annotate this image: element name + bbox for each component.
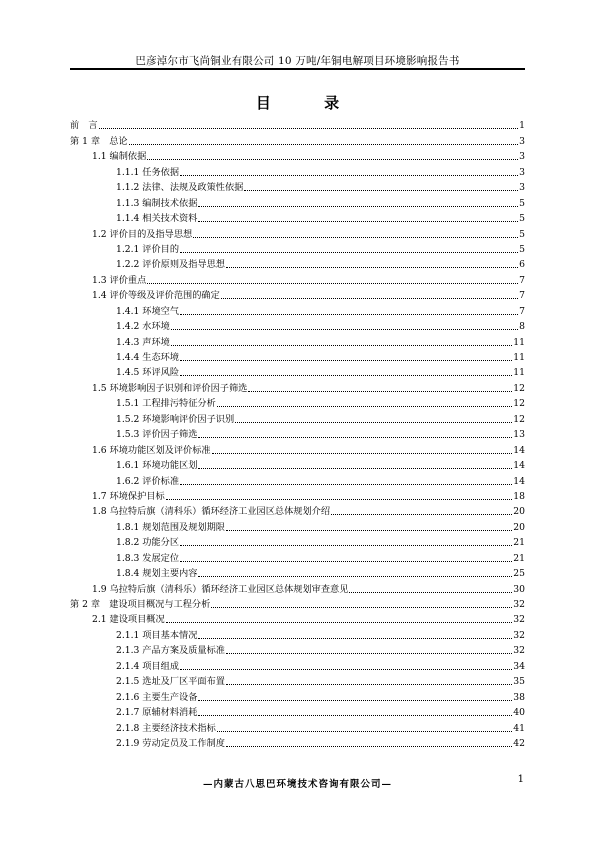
toc-entry-page: 41 bbox=[513, 722, 525, 734]
toc-entry-title: 1.2 评价目的及指导思想 bbox=[92, 228, 193, 240]
toc-entry[interactable] bbox=[70, 241, 525, 256]
toc-entry-page: 14 bbox=[513, 475, 525, 487]
toc-entry-page: 35 bbox=[513, 676, 525, 688]
toc-entry[interactable] bbox=[70, 132, 525, 147]
toc-entry-title: 第 1 章 总论 bbox=[70, 135, 128, 147]
toc-dot-leader bbox=[226, 746, 512, 747]
toc-entry-page: 34 bbox=[513, 660, 525, 672]
toc-entry[interactable] bbox=[70, 349, 525, 364]
toc-entry-title: 1.7 环境保护目标 bbox=[92, 490, 165, 502]
toc-entry[interactable] bbox=[70, 704, 525, 719]
toc-entry-page: 12 bbox=[513, 398, 525, 410]
toc-entry-title: 1.5.3 评价因子筛选 bbox=[116, 429, 198, 441]
toc-dot-leader bbox=[180, 669, 512, 670]
toc-entry[interactable] bbox=[70, 179, 525, 194]
toc-dot-leader bbox=[180, 561, 512, 562]
toc-entry-page: 3 bbox=[519, 151, 525, 163]
toc-entry-title: 1.4.5 环评风险 bbox=[116, 367, 180, 379]
toc-entry-title: 2.1.8 主要经济技术指标 bbox=[116, 722, 216, 734]
toc-entry-page: 30 bbox=[513, 583, 525, 595]
toc-dot-leader bbox=[193, 237, 518, 238]
toc-entry[interactable] bbox=[70, 657, 525, 672]
toc-entry[interactable] bbox=[70, 549, 525, 564]
toc-entry[interactable] bbox=[70, 287, 525, 302]
toc-dot-leader bbox=[171, 329, 518, 330]
toc-entry-page: 32 bbox=[513, 599, 525, 610]
running-header: 巴彦淖尔市飞尚铜业有限公司 10 万吨/年铜电解项目环境影响报告书 bbox=[135, 55, 460, 67]
toc-entry[interactable] bbox=[70, 426, 525, 441]
toc-dot-leader bbox=[180, 175, 518, 176]
toc-entry[interactable] bbox=[70, 194, 525, 209]
toc-entry[interactable] bbox=[70, 534, 525, 549]
toc-entry-title: 1.5.1 工程排污特征分析 bbox=[116, 398, 216, 410]
toc-dot-leader bbox=[198, 576, 512, 577]
page-number: 1 bbox=[517, 774, 524, 785]
toc-entry[interactable] bbox=[70, 302, 525, 317]
toc-title: 目 录 bbox=[255, 94, 364, 112]
toc-dot-leader bbox=[235, 422, 512, 423]
toc-entry-page: 11 bbox=[513, 367, 525, 379]
toc-entry[interactable] bbox=[70, 565, 525, 580]
toc-dot-leader bbox=[198, 437, 512, 438]
toc-entry-title: 1.8 乌拉特后旗（清科乐）循环经济工业园区总体规划介绍 bbox=[92, 506, 331, 518]
toc-entry-page: 5 bbox=[519, 243, 525, 255]
toc-dot-leader bbox=[180, 375, 512, 376]
toc-entry-page: 7 bbox=[519, 305, 525, 317]
toc-dot-leader bbox=[180, 484, 512, 485]
toc-entry[interactable] bbox=[70, 379, 525, 394]
toc-entry-title: 1.6.2 评价标准 bbox=[116, 475, 180, 487]
toc-entry-title: 1.2.1 评价目的 bbox=[116, 243, 180, 255]
toc-entry-page: 25 bbox=[513, 568, 525, 580]
toc-entry-page: 42 bbox=[513, 737, 525, 749]
toc-entry[interactable] bbox=[70, 271, 525, 286]
toc-entry[interactable] bbox=[70, 318, 525, 333]
table-of-contents bbox=[70, 117, 525, 750]
toc-entry-page: 11 bbox=[513, 336, 525, 348]
toc-entry-page: 32 bbox=[513, 645, 525, 657]
toc-entry[interactable] bbox=[70, 735, 525, 750]
toc-dot-leader bbox=[349, 592, 512, 593]
toc-entry-page: 7 bbox=[519, 290, 525, 302]
toc-entry[interactable] bbox=[70, 642, 525, 657]
toc-entry-title: 2.1.7 原辅材料消耗 bbox=[116, 707, 198, 719]
toc-entry[interactable] bbox=[70, 256, 525, 271]
toc-entry-page: 21 bbox=[513, 537, 525, 549]
toc-entry[interactable] bbox=[70, 688, 525, 703]
toc-entry[interactable] bbox=[70, 673, 525, 688]
toc-dot-leader bbox=[198, 700, 512, 701]
toc-dot-leader bbox=[166, 499, 513, 500]
toc-entry-page: 38 bbox=[513, 691, 525, 703]
toc-entry[interactable] bbox=[70, 117, 525, 132]
footer-company: —内蒙古八思巴环境技术咨询有限公司— bbox=[202, 779, 392, 790]
toc-dot-leader bbox=[248, 391, 512, 392]
toc-entry-page: 14 bbox=[513, 460, 525, 472]
toc-entry-page: 5 bbox=[519, 228, 525, 240]
toc-entry-page: 18 bbox=[513, 490, 525, 502]
toc-dot-leader bbox=[211, 607, 512, 608]
toc-entry-title: 前 言 bbox=[70, 120, 98, 132]
toc-dot-leader bbox=[129, 144, 519, 145]
toc-entry-page: 3 bbox=[519, 135, 525, 147]
toc-entry-page: 20 bbox=[513, 506, 525, 518]
toc-entry-page: 12 bbox=[513, 382, 525, 394]
toc-entry-title: 1.5 环境影响因子识别和评价因子筛选 bbox=[92, 382, 248, 394]
toc-entry-title: 1.9 乌拉特后旗（清科乐）循环经济工业园区总体规划审查意见 bbox=[92, 583, 349, 595]
toc-dot-leader bbox=[180, 314, 518, 315]
toc-entry-title: 1.1.1 任务依据 bbox=[116, 166, 180, 178]
toc-dot-leader bbox=[226, 530, 512, 531]
toc-dot-leader bbox=[226, 684, 512, 685]
toc-entry-title: 1.1.4 相关技术资料 bbox=[116, 213, 198, 225]
toc-entry[interactable] bbox=[70, 410, 525, 425]
toc-entry-title: 1.8.1 规划范围及规划期限 bbox=[116, 521, 225, 533]
toc-entry-title: 2.1.5 选址及厂区平面布置 bbox=[116, 676, 225, 688]
toc-entry-title: 2.1.6 主要生产设备 bbox=[116, 691, 198, 703]
toc-dot-leader bbox=[226, 267, 518, 268]
toc-entry-title: 1.8.3 发展定位 bbox=[116, 552, 180, 564]
toc-dot-leader bbox=[99, 128, 519, 129]
toc-entry[interactable] bbox=[70, 611, 525, 626]
toc-dot-leader bbox=[244, 190, 518, 191]
toc-entry-page: 11 bbox=[513, 352, 525, 363]
toc-dot-leader bbox=[198, 715, 512, 716]
toc-dot-leader bbox=[217, 731, 512, 732]
toc-entry-title: 1.6.1 环境功能区划 bbox=[116, 460, 198, 472]
toc-entry-page: 3 bbox=[519, 166, 525, 178]
toc-entry-title: 1.3 评价重点 bbox=[92, 274, 147, 286]
toc-entry-page: 40 bbox=[513, 707, 525, 719]
toc-entry-title: 1.1 编制依据 bbox=[92, 151, 147, 163]
toc-entry[interactable] bbox=[70, 488, 525, 503]
toc-entry-title: 1.4.3 声环境 bbox=[116, 336, 170, 348]
toc-entry-page: 1 bbox=[519, 120, 525, 132]
toc-entry-title: 2.1.1 项目基本情况 bbox=[116, 629, 198, 641]
toc-entry[interactable] bbox=[70, 148, 525, 163]
toc-dot-leader bbox=[147, 283, 518, 284]
toc-entry[interactable] bbox=[70, 596, 525, 611]
toc-dot-leader bbox=[147, 159, 518, 160]
toc-entry[interactable] bbox=[70, 503, 525, 518]
toc-dot-leader bbox=[198, 206, 518, 207]
toc-entry[interactable] bbox=[70, 518, 525, 533]
toc-entry-title: 1.6 环境功能区划及评价标准 bbox=[92, 444, 211, 456]
toc-entry-title: 第 2 章 建设项目概况与工程分析 bbox=[70, 599, 211, 610]
toc-entry[interactable] bbox=[70, 395, 525, 410]
toc-dot-leader bbox=[171, 345, 512, 346]
toc-entry-page: 32 bbox=[513, 629, 525, 641]
toc-entry-page: 20 bbox=[513, 521, 525, 533]
toc-entry-title: 1.5.2 环境影响评价因子识别 bbox=[116, 413, 235, 425]
toc-entry[interactable] bbox=[70, 364, 525, 379]
toc-entry[interactable] bbox=[70, 225, 525, 240]
toc-dot-leader bbox=[198, 638, 512, 639]
toc-entry-page: 12 bbox=[513, 413, 525, 425]
toc-entry-title: 1.2.2 评价原则及指导思想 bbox=[116, 259, 225, 271]
toc-dot-leader bbox=[226, 653, 512, 654]
toc-entry[interactable] bbox=[70, 163, 525, 178]
toc-dot-leader bbox=[180, 360, 512, 361]
toc-dot-leader bbox=[166, 622, 513, 623]
toc-entry-title: 2.1.4 项目组成 bbox=[116, 660, 180, 672]
toc-entry-title: 1.1.2 法律、法规及政策性依据 bbox=[116, 182, 244, 194]
header-rule bbox=[70, 68, 525, 70]
toc-entry[interactable] bbox=[70, 441, 525, 456]
toc-entry-title: 1.4.4 生态环境 bbox=[116, 352, 180, 363]
toc-entry[interactable] bbox=[70, 333, 525, 348]
toc-dot-leader bbox=[180, 545, 512, 546]
toc-entry[interactable] bbox=[70, 626, 525, 641]
toc-dot-leader bbox=[331, 514, 512, 515]
toc-entry-page: 3 bbox=[519, 182, 525, 194]
toc-dot-leader bbox=[217, 406, 512, 407]
toc-entry[interactable] bbox=[70, 210, 525, 225]
toc-entry-page: 32 bbox=[513, 614, 525, 626]
toc-entry[interactable] bbox=[70, 457, 525, 472]
toc-entry-page: 7 bbox=[519, 274, 525, 286]
toc-entry-title: 1.8.2 功能分区 bbox=[116, 537, 180, 549]
toc-entry[interactable] bbox=[70, 719, 525, 734]
toc-dot-leader bbox=[198, 468, 512, 469]
toc-entry-title: 1.4 评价等级及评价范围的确定 bbox=[92, 290, 220, 302]
toc-entry-page: 5 bbox=[519, 213, 525, 225]
toc-entry[interactable] bbox=[70, 580, 525, 595]
toc-dot-leader bbox=[212, 453, 513, 454]
toc-entry-title: 2.1.9 劳动定员及工作制度 bbox=[116, 737, 225, 749]
toc-dot-leader bbox=[198, 221, 518, 222]
toc-entry-title: 1.4.1 环境空气 bbox=[116, 305, 180, 317]
toc-entry-page: 21 bbox=[513, 552, 525, 564]
toc-entry-page: 13 bbox=[513, 429, 525, 441]
toc-entry-title: 2.1 建设项目概况 bbox=[92, 614, 165, 626]
toc-entry-page: 5 bbox=[519, 197, 525, 209]
toc-entry-title: 1.8.4 规划主要内容 bbox=[116, 568, 198, 580]
toc-entry-page: 14 bbox=[513, 444, 525, 456]
toc-entry-page: 6 bbox=[519, 259, 525, 271]
toc-dot-leader bbox=[221, 298, 518, 299]
toc-entry-page: 8 bbox=[519, 321, 525, 333]
toc-entry[interactable] bbox=[70, 472, 525, 487]
toc-entry-title: 1.1.3 编制技术依据 bbox=[116, 197, 198, 209]
toc-entry-title: 1.4.2 水环境 bbox=[116, 321, 170, 333]
toc-dot-leader bbox=[180, 252, 518, 253]
toc-entry-title: 2.1.3 产品方案及质量标准 bbox=[116, 645, 225, 657]
